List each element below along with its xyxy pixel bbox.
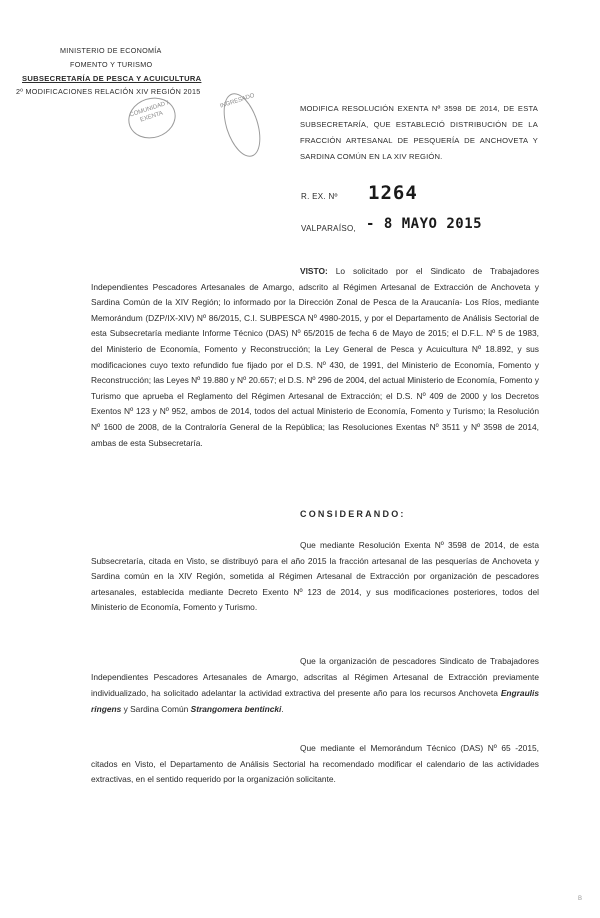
c2-lead: Que la organización de pescadores Sindicato de Trabajadores Independientes Pescadores Artesanales de Amargo, adscritas al Régimen Artesanal de Extracción previamente individualizado, ha solicitado adelantar la actividad extractiva del presente año para los recursos Anchoveta bbox=[91, 656, 539, 698]
subsecretaria-name: SUBSECRETARÍA DE PESCA Y ACUICULTURA bbox=[22, 74, 202, 83]
considerando-heading: CONSIDERANDO: bbox=[300, 509, 406, 519]
species-sardina: Strangomera bentincki bbox=[190, 704, 282, 714]
considerando-3: Que mediante el Memorándum Técnico (DAS) Nº 65 -2015, citados en Visto, el Departamento de Análisis Sectorial ha recomendado modificar el calendario de las actividades extractivas, en el sentido requerido por la organización solicitante. bbox=[91, 743, 539, 785]
file-reference: 2º MODIFICACIONES RELACIÓN XIV REGIÓN 2015 bbox=[16, 87, 201, 96]
ministry-name: MINISTERIO DE ECONOMÍA bbox=[60, 46, 162, 55]
rex-label: R. EX. Nº bbox=[301, 192, 338, 201]
species-anchoveta: Engraulis ringens bbox=[91, 688, 539, 714]
considerando-2 bbox=[91, 653, 539, 717]
c2-end: . bbox=[281, 704, 284, 714]
ministry-subtitle: FOMENTO Y TURISMO bbox=[70, 60, 153, 69]
c2-mid: y Sardina Común bbox=[121, 704, 191, 714]
visto-label: VISTO: bbox=[300, 266, 328, 276]
visto-text: Lo solicitado por el Sindicato de Trabajadores Independientes Pescadores Artesanales de Amargo, adscrito al Régimen Artesanal de Extracción de Anchoveta y Sardina Común de la XIV Región; lo informado por la Dirección Zonal de Pesca de la Araucanía- Los Ríos, mediante Memorándum (DZP/IX-XIV) Nº 86/2015, C.I. SUBPESCA Nº 4980-2015, y por el Departamento de Análisis Sectorial de esta Subsecretaría mediante Informe Técnico (DAS) Nº 65/2015 de fecha 6 de Mayo de 2015; el D.F.L. Nº 5 de 1983, del Ministerio de Economía, Fomento y Reconstrucción; la Ley General de Pesca y Acuicultura Nº 18.892, y sus modificaciones cuyo texto refundido fue fijado por el D.S. Nº 430, de 1991, del Ministerio de Economía, Fomento y Reconstrucción; las Leyes Nº 19.880 y Nº 20.657; el D.S. Nº 296 de 2004, del actual Ministerio de Economía, Fomento y Turismo que aprueba el Reglamento del Régimen Artesanal de Extracción; el D.S. Nº 409 de 2000 y los Decretos Exentos Nº 123 y Nº 952, ambos de 2014, todos del actual Ministerio de Economía, Fomento y Turismo; la Resolución Nº 1600 de 2008, de la Contraloría General de la República; las Resoluciones Exentas Nº 3511 y Nº 3598 de 2014, ambas de esta Subsecretaría. bbox=[91, 266, 540, 448]
received-stamp-right: INGRESADO bbox=[217, 89, 268, 162]
considerando-1: Que mediante Resolución Exenta Nº 3598 de 2014, de esta Subsecretaría, citada en Visto, se distribuyó para el año 2015 la fracción artesanal de las pesquerías de Anchoveta y Sardina común en la XIV Región, sometida al Régimen Artesanal de Extracción por organización de pescadores artesanales, establecida mediante Decreto Exento Nº 123 de 2014, y sus modificaciones posteriores, todos del Ministerio de Economía, Fomento y Turismo. bbox=[91, 540, 539, 613]
corner-mark: B bbox=[578, 896, 583, 902]
received-stamp-left: COMUNIDAD / EXENTA bbox=[123, 92, 181, 145]
place-label: VALPARAÍSO, bbox=[301, 224, 357, 233]
rex-number: 1264 bbox=[368, 182, 418, 204]
resolution-subject: MODIFICA RESOLUCIÓN EXENTA Nº 3598 DE 2014, DE ESTA SUBSECRETARÍA, QUE ESTABLECIÓ DISTRIBUCIÓN DE LA FRACCIÓN ARTESANAL DE PESQUERÍA DE ANCHOVETA Y SARDINA COMÚN EN LA XIV REGIÓN. bbox=[300, 104, 538, 161]
visto-paragraph bbox=[91, 264, 539, 451]
resolution-date: - 8 MAYO 2015 bbox=[366, 216, 483, 232]
